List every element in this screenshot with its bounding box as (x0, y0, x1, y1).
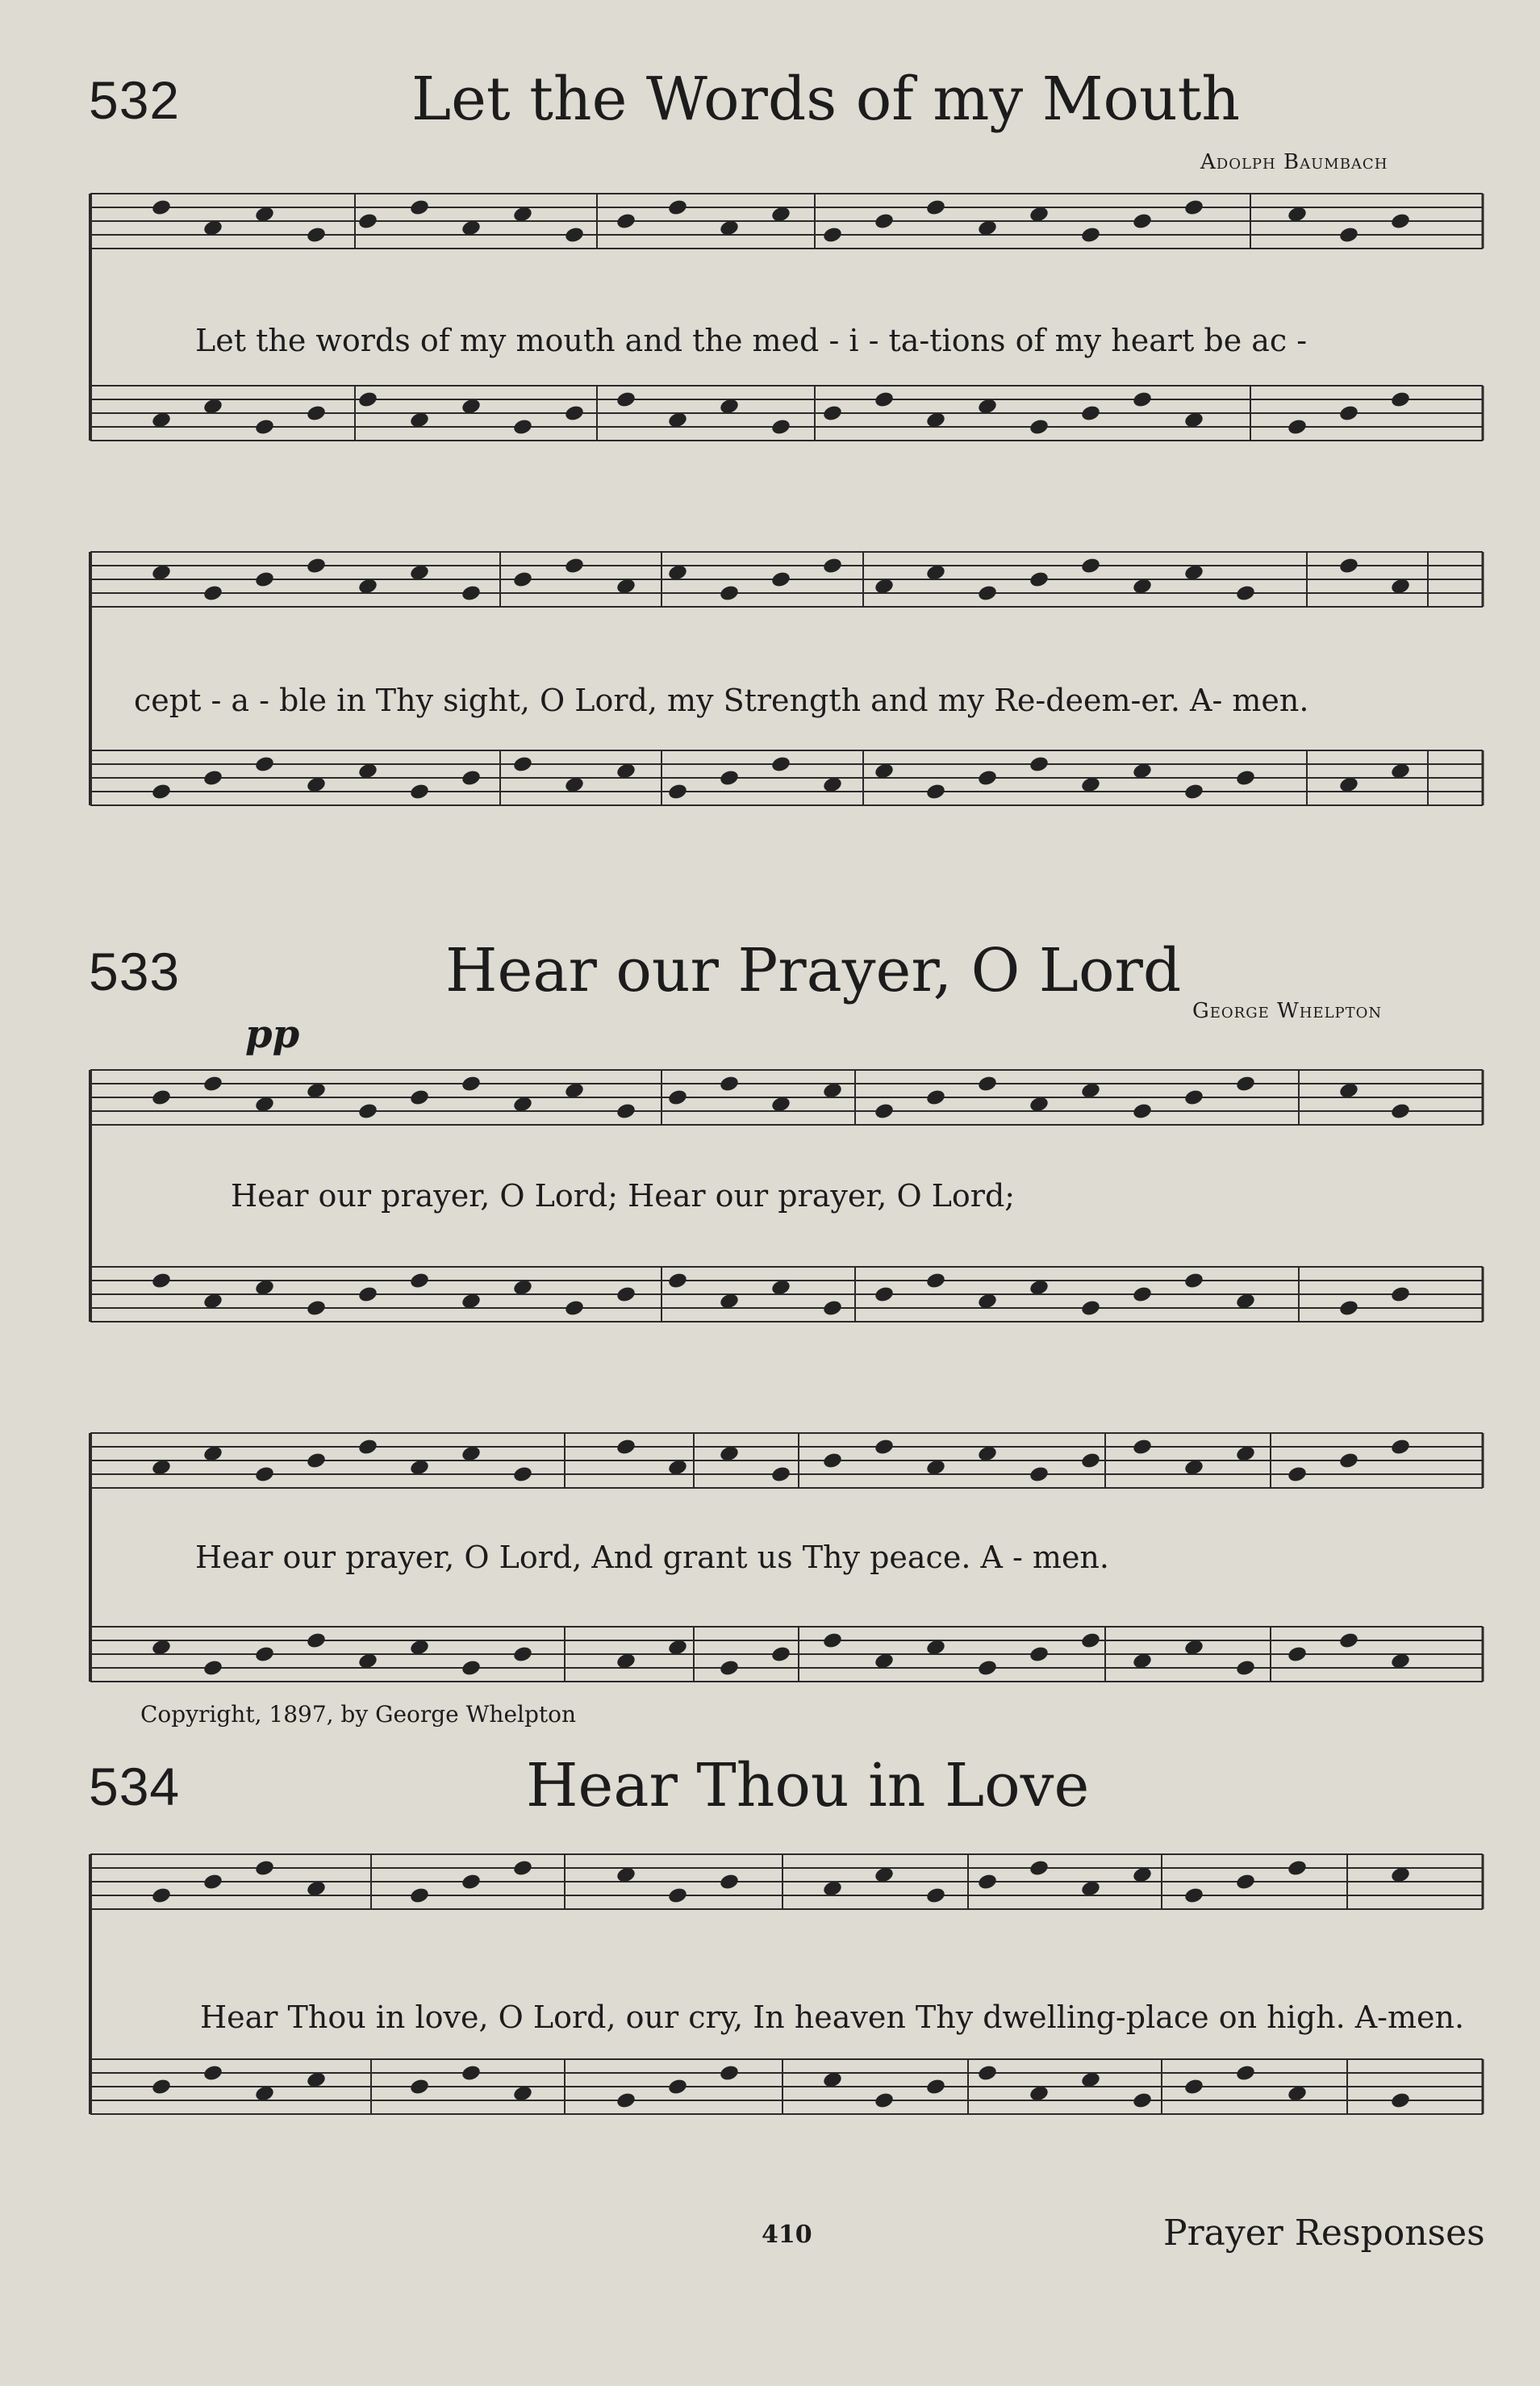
lyric-532-line-2: cept - a - ble in Thy sight, O Lord, my Strength and my Re-deem-er. A- men. (134, 683, 1309, 718)
dynamic-marking: pp (245, 1012, 300, 1057)
composer-532: Adolph Baumbach (1200, 150, 1388, 174)
hymn-number-532: 532 (89, 70, 181, 130)
hymn-title-533: Hear our Prayer, O Lord (445, 936, 1182, 1005)
composer-533: George Whelpton (1192, 999, 1383, 1023)
hymn-number-534: 534 (89, 1757, 181, 1816)
lyric-532-line-1: Let the words of my mouth and the med - i - ta-tions of my heart be ac - (195, 323, 1308, 358)
page-number: 410 (762, 2221, 812, 2249)
copyright-notice: Copyright, 1897, by George Whelpton (140, 1701, 577, 1728)
section-name: Prayer Responses (1163, 2213, 1485, 2254)
lyric-534-line-1: Hear Thou in love, O Lord, our cry, In heaven Thy dwelling-place on high. A-men. (200, 1999, 1465, 2035)
lyric-533-line-1: Hear our prayer, O Lord; Hear our prayer, O Lord; (231, 1178, 1016, 1214)
hymn-number-533: 533 (89, 942, 181, 1001)
hymn-title-532: Let the Words of my Mouth (411, 65, 1241, 134)
lyric-533-line-2: Hear our prayer, O Lord, And grant us Thy peace. A - men. (195, 1540, 1109, 1575)
hymn-title-534: Hear Thou in Love (526, 1751, 1090, 1820)
